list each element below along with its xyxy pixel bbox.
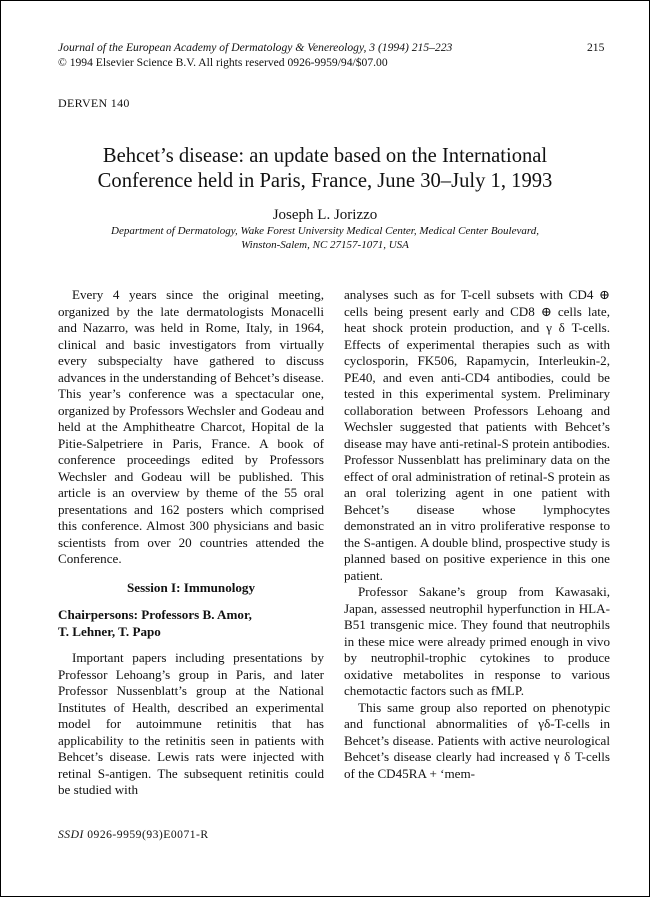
affiliation-line-2: Winston-Salem, NC 27157-1071, USA	[241, 239, 409, 251]
ssdi-label: SSDI	[58, 828, 84, 841]
chairpersons-line-1: Chairpersons: Professors B. Amor,	[58, 607, 252, 622]
affiliation-line-1: Department of Dermatology, Wake Forest University Medical Center, Medical Center Boulevard,	[111, 225, 539, 237]
article-title	[40, 144, 610, 194]
chairpersons	[58, 607, 324, 640]
author-affiliation	[40, 224, 610, 252]
paragraph-2: Professor Sakane’s group from Kawasaki, Japan, assessed neutrophil hyperfunction in HLA-B51 transgenic mice. They found that neutrophils in these mice were already primed enough in vivo by neutrophil-trophic cytokines to produce oxidative metabolites in response to various chemotactic factors such as fMLP.	[344, 584, 610, 698]
title-line-1: Behcet’s disease: an update based on the International	[102, 145, 548, 167]
intro-paragraph: Every 4 years since the original meeting, organized by the late dermatologists Monacelli and Nazarro, was held in Rome, Italy, in 1964, clinical and basic investigators from virtually every subspecialty have gathered to discuss advances in the understanding of Behcet’s disease. This year’s conference was a spectacular one, organized by Professors Wechsler and Godeau and held at the Amphitheatre Charcot, Hopital de la Pitie-Salpetriere in Paris, France. A book of conference proceedings edited by Professors Wechsler and Godeau will be published. This article is an overview by theme of the 55 oral presentations and 162 posters which comprised this conference. Almost 300 physicians and basic scientists from over 20 countries attended the Conference.	[58, 287, 324, 566]
title-line-2: Conference held in Paris, France, June 30–July 1, 1993	[97, 170, 553, 192]
author-name: Joseph L. Jorizzo	[272, 207, 378, 223]
left-column	[58, 287, 324, 799]
article-code: DERVEN 140	[58, 96, 130, 110]
ssdi-code: 0926-9959(93)E0071-R	[87, 828, 209, 841]
chairpersons-line-2: T. Lehner, T. Papo	[58, 623, 161, 639]
session-paragraph: Important papers including presentations by Professor Lehoang’s group in Paris, and later Professor Nussenblatt’s group at the National Institutes of Health, described an experimental model for autoimmune retinitis that has applicability to the retinitis seen in patients with Behcet’s disease. Lewis rats were injected with retinal S-antigen. The subsequent retinitis could be studied with	[58, 650, 324, 797]
paragraph-3: This same group also reported on phenotypic and functional abnormalities of γδ-T-cells in Behcet’s disease. Patients with active neurological Behcet’s disease clearly had increased γ δ T-cells of the CD45RA + ‘mem-	[344, 699, 610, 781]
page-number: 215	[587, 41, 605, 54]
right-column	[344, 287, 610, 782]
section-heading: Session I: Immunology	[126, 579, 256, 595]
journal-citation: Journal of the European Academy of Dermatology & Venereology, 3 (1994) 215–223	[58, 41, 453, 54]
ssdi-footer	[58, 827, 209, 842]
paragraph-1: analyses such as for T-cell subsets with CD4 ⊕ cells being present early and CD8 ⊕ cells late, heat shock protein production, and γ δ T-cells. Effects of experimental therapies such as with cyclosporin, FK506, Rapamycin, Interleukin-2, PE40, and even anti-CD4 antibodies, could be tested in this experimental system. Preliminary collaboration between Professors Lehoang and Wechsler suggested that patients with Behcet’s disease may have anti-retinal-S protein antibodies. Professor Nussenblatt has preliminary data on the effect of oral administration of retinal-S protein as an oral tolerizing agent in one patient with Behcet’s disease whose lymphocytes demonstrated an in vitro proliferative response to the S-antigen. A double blind, prospective study is planned based on positive experience in this one patient.	[344, 287, 610, 583]
copyright-line: © 1994 Elsevier Science B.V. All rights reserved 0926-9959/94/$07.00	[58, 56, 388, 69]
